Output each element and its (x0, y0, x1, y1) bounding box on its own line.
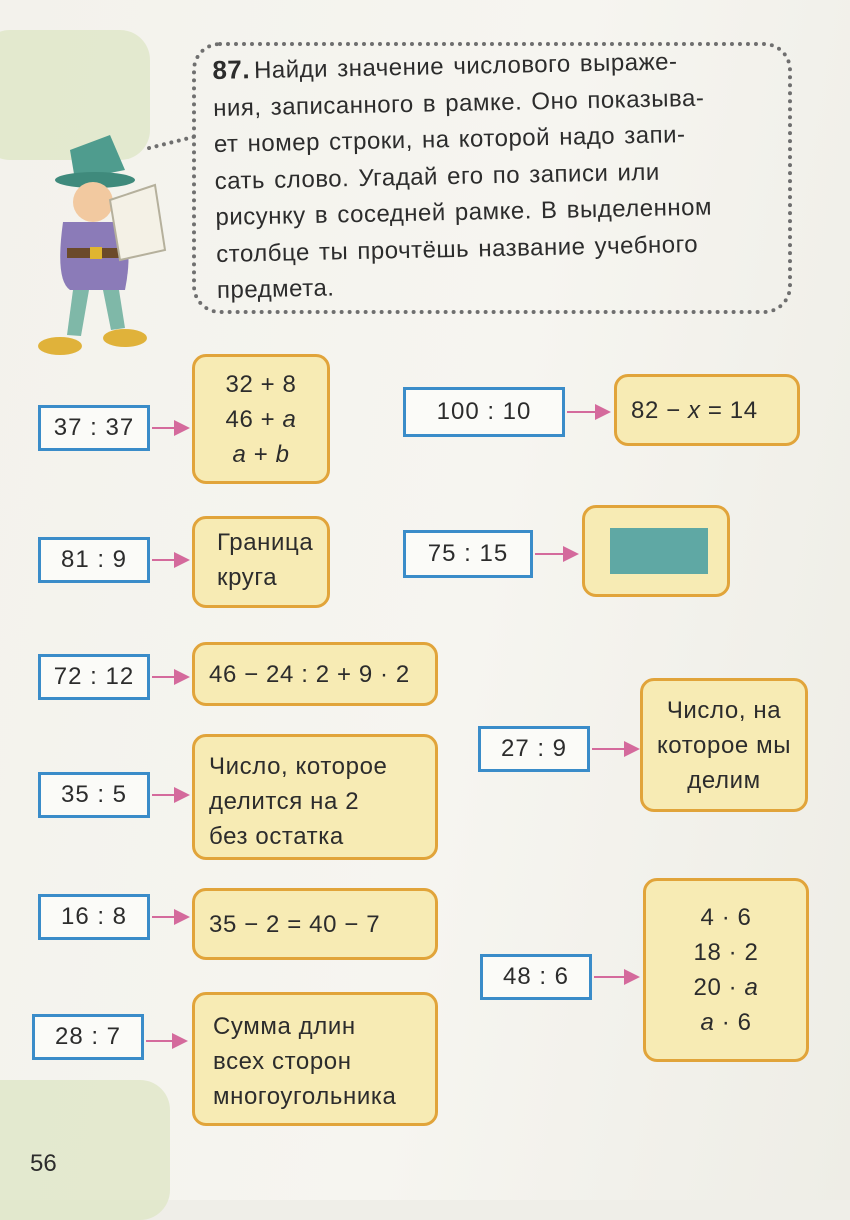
arrow (592, 748, 638, 750)
task-line: сать слово. Угадай его по записи или (214, 158, 661, 195)
task-line: ет номер строки, на которой надо запи- (213, 121, 686, 158)
rectangle-shape-icon (610, 528, 708, 574)
arrow (152, 427, 188, 429)
clue-box: Сумма длин всех сторон многоугольника (192, 992, 438, 1126)
expression-box: 48 : 6 (480, 954, 592, 1000)
task-line: Найди значение числового выраже- (253, 48, 678, 85)
expression-box: 16 : 8 (38, 894, 150, 940)
expression-box: 100 : 10 (403, 387, 565, 437)
arrow (152, 559, 188, 561)
task-number: 87. (212, 54, 251, 85)
clue-box: 35 − 2 = 40 − 7 (192, 888, 438, 960)
puzzle-decoration (0, 1080, 170, 1220)
task-line: столбце ты прочтёшь название учебного (215, 230, 699, 268)
clue-box: 4 · 6 18 · 2 20 · a a · 6 (643, 878, 809, 1062)
expression-box: 81 : 9 (38, 537, 150, 583)
arrow (152, 916, 188, 918)
task-line: предмета. (216, 274, 335, 304)
expression-box: 35 : 5 (38, 772, 150, 818)
arrow (152, 794, 188, 796)
clue-box: 32 + 8 46 + a a + b (192, 354, 330, 484)
arrow (594, 976, 638, 978)
expression-box: 28 : 7 (32, 1014, 144, 1060)
expression-box: 37 : 37 (38, 405, 150, 451)
clue-box: 46 − 24 : 2 + 9 · 2 (192, 642, 438, 706)
expression-box: 75 : 15 (403, 530, 533, 578)
clue-box: Число, которое делится на 2 без остатка (192, 734, 438, 860)
clue-box: Число, на которое мы делим (640, 678, 808, 812)
arrow (567, 411, 609, 413)
arrow (152, 676, 188, 678)
task-line: рисунку в соседней рамке. В выделенном (215, 193, 713, 231)
clue-box: Граница круга (192, 516, 330, 608)
arrow (535, 553, 577, 555)
task-line: ния, записанного в рамке. Оно показыва- (212, 84, 705, 122)
clue-box: 82 − x = 14 (614, 374, 800, 446)
expression-box: 27 : 9 (478, 726, 590, 772)
task-text (212, 40, 789, 309)
expression-box: 72 : 12 (38, 654, 150, 700)
arrow (146, 1040, 186, 1042)
page-number: 56 (30, 1150, 57, 1177)
